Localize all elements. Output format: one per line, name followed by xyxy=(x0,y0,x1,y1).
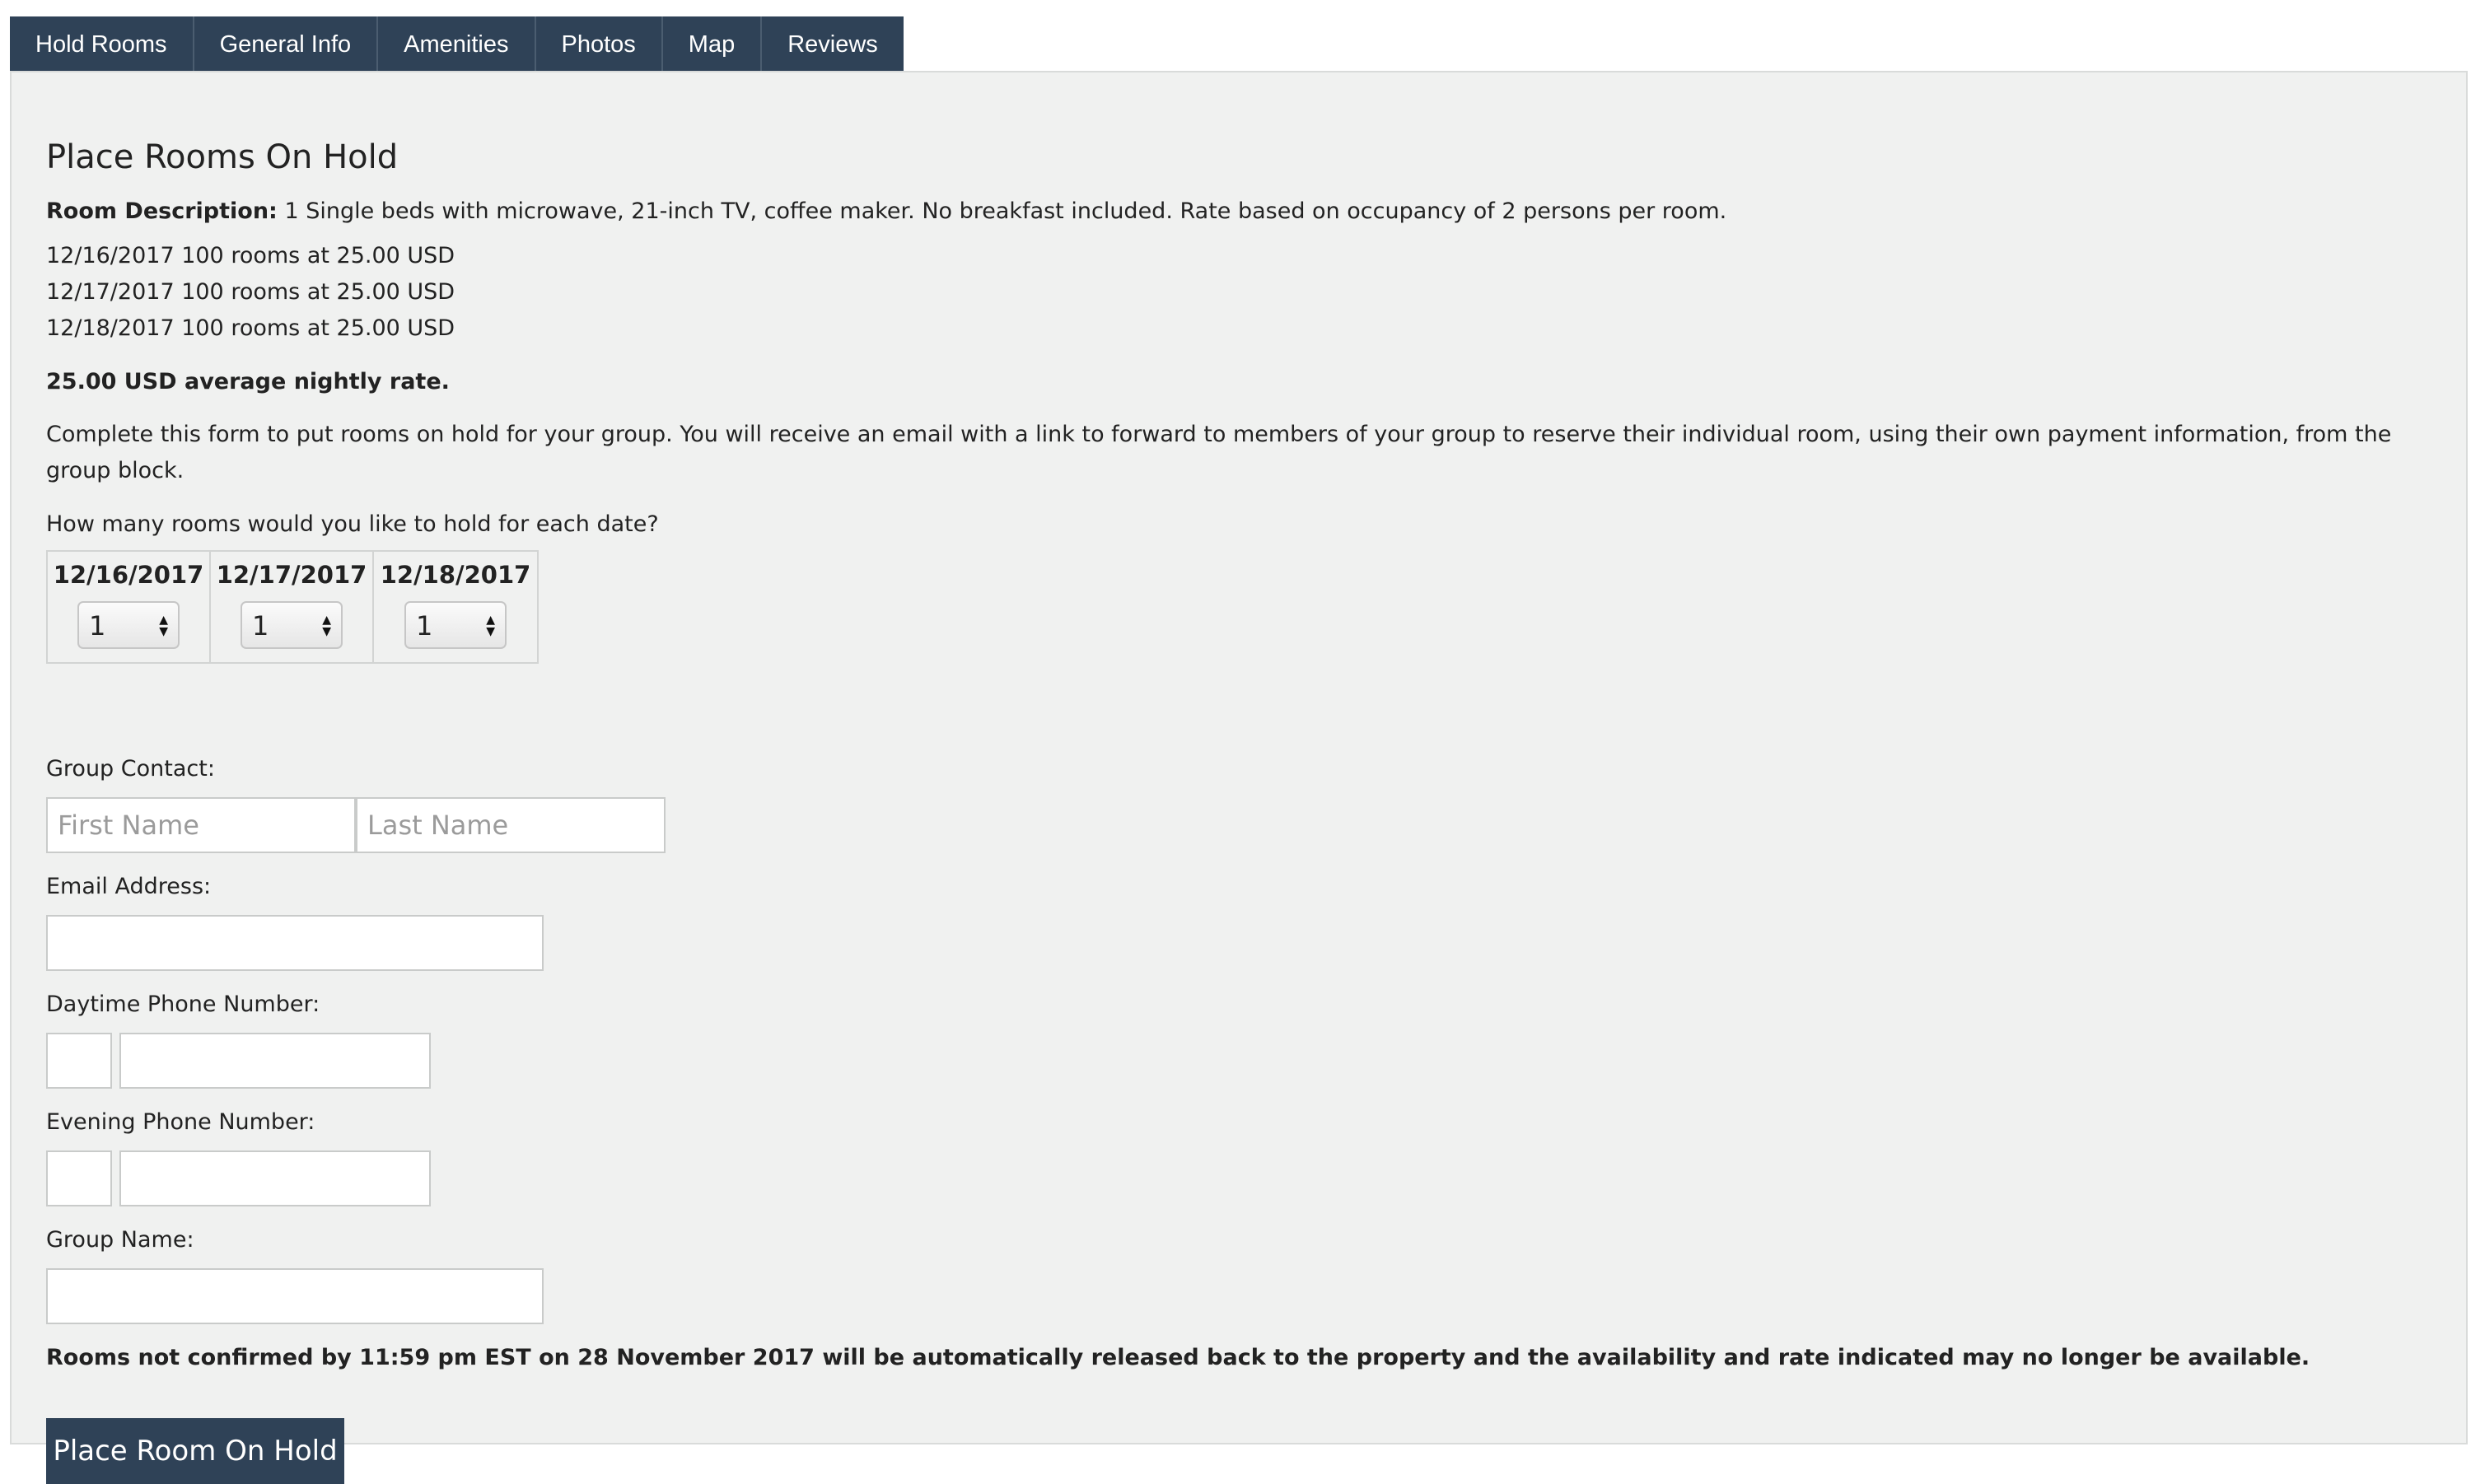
tab-reviews[interactable]: Reviews xyxy=(762,16,904,72)
room-count-value: 1 xyxy=(416,610,433,642)
up-down-arrows-icon: ▲ ▼ xyxy=(322,614,331,638)
date-column xyxy=(48,552,211,662)
evening-phone-label: Evening Phone Number: xyxy=(46,1109,315,1135)
place-room-on-hold-button[interactable]: Place Room On Hold xyxy=(46,1418,344,1484)
hold-rooms-panel xyxy=(10,71,2468,1468)
first-name-input[interactable] xyxy=(46,797,356,853)
average-nightly-rate: 25.00 USD average nightly rate. xyxy=(46,369,450,394)
rooms-question: How many rooms would you like to hold for each date? xyxy=(46,511,659,537)
room-description-label: Room Description: xyxy=(46,198,278,224)
group-contact-label: Group Contact: xyxy=(46,756,215,782)
release-notice: Rooms not confirmed by 11:59 pm EST on 28 November 2017 will be automatically released back to the property and the availability and rate indicated may no longer be available. xyxy=(46,1345,2310,1370)
room-description-text: 1 Single beds with microwave, 21-inch TV, coffee maker. No breakfast included. Rate based on occupancy of 2 persons per room. xyxy=(284,198,1727,224)
evening-phone-area-code-input[interactable] xyxy=(46,1150,112,1206)
evening-phone-number-input[interactable] xyxy=(119,1150,431,1206)
room-count-select[interactable] xyxy=(77,601,180,649)
email-label: Email Address: xyxy=(46,874,212,899)
room-count-select[interactable] xyxy=(404,601,507,649)
availability-line: 12/16/2017 100 rooms at 25.00 USD xyxy=(46,243,455,268)
room-description xyxy=(46,194,1726,230)
daytime-phone-number-input[interactable] xyxy=(119,1033,431,1089)
room-count-table xyxy=(46,550,539,664)
room-count-select[interactable] xyxy=(241,601,343,649)
group-name-label: Group Name: xyxy=(46,1227,194,1253)
group-name-input[interactable] xyxy=(46,1268,544,1324)
tab-amenities[interactable]: Amenities xyxy=(378,16,535,72)
date-header: 12/16/2017 xyxy=(53,561,204,589)
room-count-value: 1 xyxy=(89,610,106,642)
daytime-phone-label: Daytime Phone Number: xyxy=(46,992,320,1017)
up-down-arrows-icon: ▲ ▼ xyxy=(486,614,495,638)
availability-line: 12/18/2017 100 rooms at 25.00 USD xyxy=(46,315,455,341)
tab-map[interactable]: Map xyxy=(663,16,762,72)
daytime-phone-area-code-input[interactable] xyxy=(46,1033,112,1089)
date-header: 12/18/2017 xyxy=(380,561,531,589)
email-input[interactable] xyxy=(46,915,544,971)
tab-general-info[interactable]: General Info xyxy=(194,16,379,72)
tab-photos[interactable]: Photos xyxy=(536,16,663,72)
page-title: Place Rooms On Hold xyxy=(46,138,399,176)
date-header: 12/17/2017 xyxy=(216,561,367,589)
date-column xyxy=(211,552,374,662)
up-down-arrows-icon: ▲ ▼ xyxy=(159,614,168,638)
last-name-input[interactable] xyxy=(356,797,666,853)
form-instructions: Complete this form to put rooms on hold for your group. You will receive an email with a link to forward to members of your group to reserve their individual room, using their own payment information, from the group block. xyxy=(46,422,2392,483)
tab-hold-rooms[interactable]: Hold Rooms xyxy=(10,16,194,72)
date-column xyxy=(374,552,537,662)
availability-line: 12/17/2017 100 rooms at 25.00 USD xyxy=(46,279,455,305)
room-count-value: 1 xyxy=(252,610,269,642)
tab-bar xyxy=(10,16,904,72)
